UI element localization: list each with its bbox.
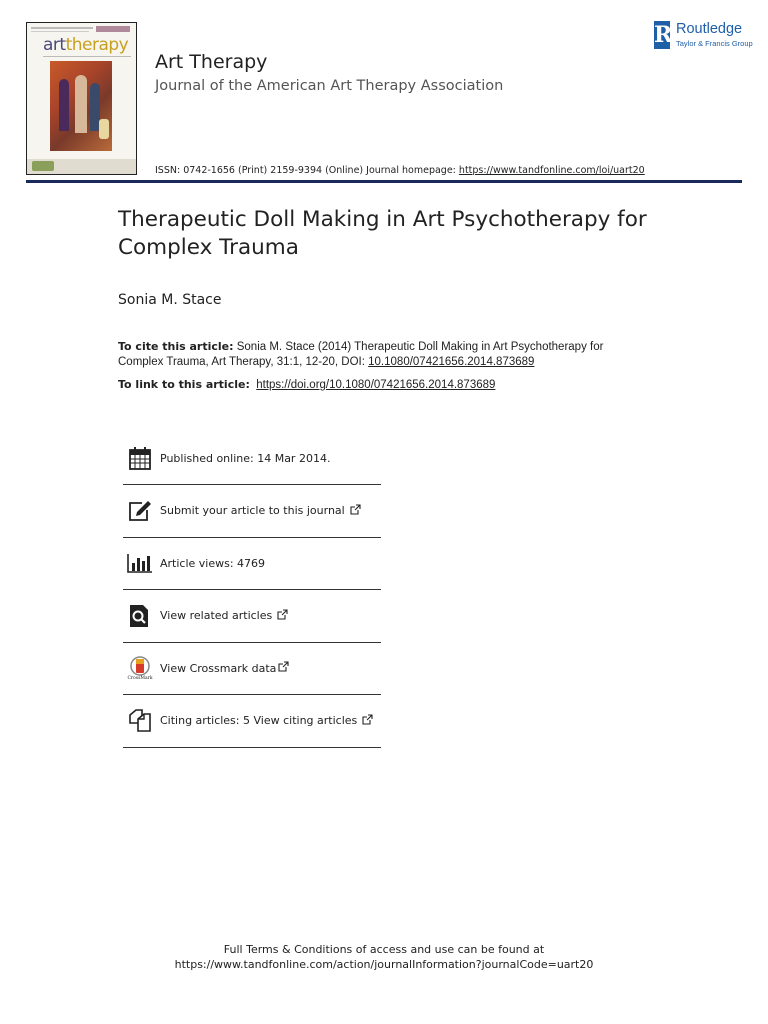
article-info-list [123, 432, 381, 748]
crossmark-link[interactable]: View Crossmark data [160, 661, 277, 675]
external-link-icon [278, 659, 289, 677]
crossmark-caption: CrossMark [127, 675, 153, 681]
citing-articles-link[interactable]: Citing articles: 5 View citing articles [160, 714, 358, 728]
crossmark-icon [127, 655, 153, 681]
submit-article-row[interactable] [123, 485, 381, 538]
link-label: To link to this article: [118, 378, 250, 391]
routledge-r-icon: R [654, 22, 673, 48]
copy-documents-icon [127, 708, 153, 734]
journal-subtitle: Journal of the American Art Therapy Association [155, 78, 504, 94]
footer-terms [0, 942, 768, 972]
publisher-name: Routledge [676, 21, 743, 37]
publisher-group: Taylor & Francis Group [676, 39, 753, 48]
crossmark-row[interactable] [123, 643, 381, 696]
article-views-text: Article views: 4769 [160, 556, 266, 570]
doi-link[interactable]: 10.1080/07421656.2014.873689 [368, 356, 535, 368]
related-articles-row[interactable] [123, 590, 381, 643]
article-views-row [123, 538, 381, 591]
cover-brand: arttherapy [43, 35, 129, 55]
journal-title: Art Therapy [155, 51, 268, 73]
article-url-link[interactable]: https://doi.org/10.1080/07421656.2014.873689 [256, 379, 496, 391]
external-link-icon [350, 502, 361, 520]
bar-chart-icon [127, 550, 153, 576]
published-online-row [123, 432, 381, 485]
related-articles-link[interactable]: View related articles [160, 609, 273, 623]
article-author: Sonia M. Stace [118, 292, 222, 308]
footer-line-1: Full Terms & Conditions of access and use can be found at [223, 943, 545, 956]
article-title: Therapeutic Doll Making in Art Psychotherapy for Complex Trauma [118, 207, 647, 260]
citation-text: Sonia M. Stace (2014) Therapeutic Doll Making in Art Psychotherapy for Complex Trauma, Art Therapy, 31:1, 12-20, DOI: [118, 341, 604, 368]
citation-block [118, 339, 638, 370]
association-logo [32, 161, 54, 171]
published-online-text: Published online: 14 Mar 2014. [160, 451, 331, 465]
calendar-icon [127, 445, 153, 471]
edit-pencil-icon [127, 498, 153, 524]
external-link-icon [362, 712, 373, 730]
external-link-icon [277, 607, 288, 625]
journal-cover-image [26, 22, 137, 175]
document-search-icon [127, 603, 153, 629]
issn-line: ISSN: 0742-1656 (Print) 2159-9394 (Online) Journal homepage: https://www.tandfonline.com/loi/uart20 [155, 165, 645, 176]
submit-article-link[interactable]: Submit your article to this journal [160, 504, 345, 518]
footer-terms-url[interactable]: https://www.tandfonline.com/action/journalInformation?journalCode=uart20 [174, 958, 594, 971]
header-divider [26, 180, 742, 183]
citation-label: To cite this article: [118, 340, 234, 353]
citing-articles-row[interactable] [123, 695, 381, 748]
journal-homepage-link[interactable]: https://www.tandfonline.com/loi/uart20 [458, 165, 645, 176]
article-link-block [118, 378, 495, 391]
